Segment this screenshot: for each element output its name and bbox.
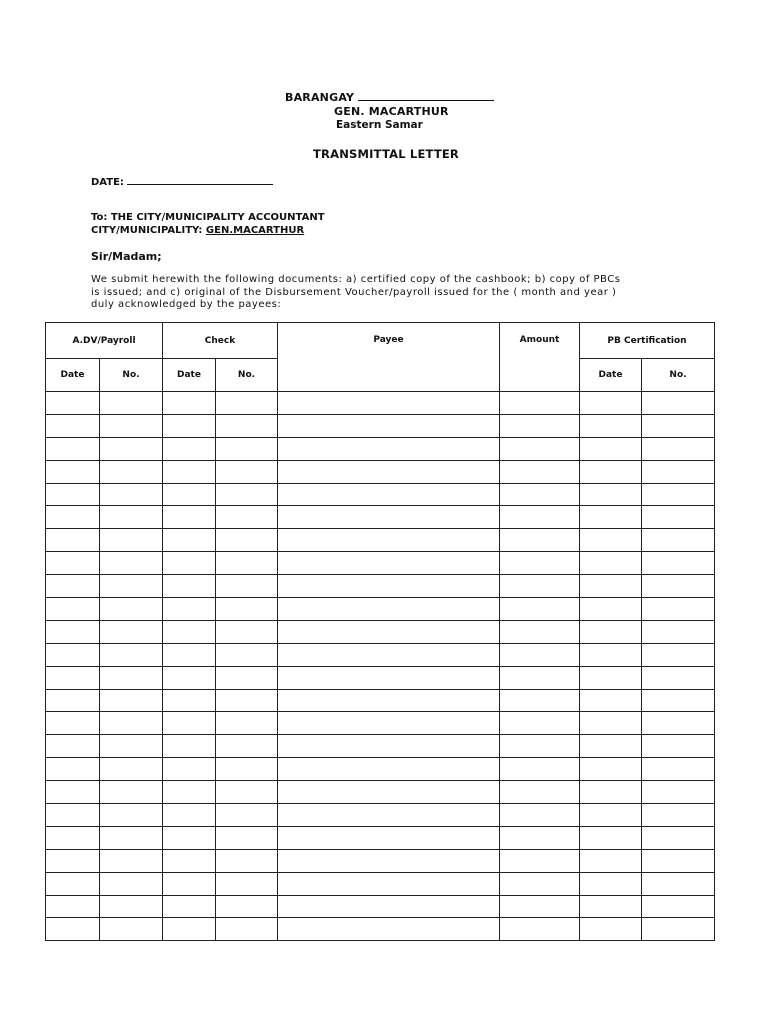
- table-cell: [642, 392, 715, 415]
- table-cell: [642, 872, 715, 895]
- table-cell: [278, 689, 500, 712]
- table-row: [46, 483, 715, 506]
- city-line: [91, 225, 304, 236]
- table-row: [46, 643, 715, 666]
- province-name: Eastern Samar: [336, 119, 423, 131]
- table-cell: [46, 643, 100, 666]
- table-cell: [580, 552, 642, 575]
- table-cell: [500, 895, 580, 918]
- table-cell: [642, 826, 715, 849]
- table-row: [46, 529, 715, 552]
- table-cell: [100, 781, 163, 804]
- date-line: [91, 175, 273, 188]
- table-cell: [580, 437, 642, 460]
- table-cell: [163, 483, 216, 506]
- col-adv-date: Date: [46, 359, 100, 392]
- table-cell: [278, 575, 500, 598]
- table-cell: [163, 552, 216, 575]
- table-cell: [100, 735, 163, 758]
- table-cell: [500, 712, 580, 735]
- table-cell: [163, 437, 216, 460]
- table-row: [46, 437, 715, 460]
- table-cell: [642, 414, 715, 437]
- table-cell: [216, 666, 278, 689]
- table-cell: [100, 666, 163, 689]
- table-row: [46, 804, 715, 827]
- table-cell: [500, 758, 580, 781]
- table-cell: [580, 712, 642, 735]
- table-cell: [642, 689, 715, 712]
- table-cell: [100, 575, 163, 598]
- table-row: [46, 506, 715, 529]
- table-cell: [163, 529, 216, 552]
- table-cell: [278, 735, 500, 758]
- table-row: [46, 598, 715, 621]
- table-cell: [278, 781, 500, 804]
- col-group-adv-payroll: A.DV/Payroll: [46, 323, 163, 359]
- table-cell: [500, 392, 580, 415]
- table-cell: [278, 712, 500, 735]
- table-row: [46, 735, 715, 758]
- table-cell: [500, 598, 580, 621]
- table-cell: [100, 460, 163, 483]
- table-row: [46, 620, 715, 643]
- table-cell: [46, 872, 100, 895]
- table-cell: [500, 872, 580, 895]
- documents-table: [45, 322, 715, 941]
- table-cell: [580, 781, 642, 804]
- table-cell: [278, 804, 500, 827]
- table-cell: [278, 460, 500, 483]
- table-cell: [500, 460, 580, 483]
- table-cell: [642, 781, 715, 804]
- table-cell: [163, 781, 216, 804]
- table-cell: [580, 414, 642, 437]
- table-row: [46, 552, 715, 575]
- table-row: [46, 666, 715, 689]
- table-cell: [100, 689, 163, 712]
- table-cell: [100, 849, 163, 872]
- col-group-check: Check: [163, 323, 278, 359]
- table-cell: [642, 918, 715, 941]
- table-cell: [163, 918, 216, 941]
- col-pb-date: Date: [580, 359, 642, 392]
- table-cell: [163, 826, 216, 849]
- table-cell: [100, 392, 163, 415]
- table-cell: [46, 529, 100, 552]
- col-check-date: Date: [163, 359, 216, 392]
- table-cell: [163, 460, 216, 483]
- table-cell: [100, 758, 163, 781]
- table-cell: [46, 437, 100, 460]
- table-cell: [46, 849, 100, 872]
- table-cell: [46, 575, 100, 598]
- table-row: [46, 849, 715, 872]
- table-cell: [100, 826, 163, 849]
- table-cell: [100, 414, 163, 437]
- table-row: [46, 918, 715, 941]
- table-cell: [642, 666, 715, 689]
- table-row: [46, 460, 715, 483]
- table-cell: [580, 849, 642, 872]
- table-cell: [500, 620, 580, 643]
- table-cell: [500, 506, 580, 529]
- table-cell: [642, 437, 715, 460]
- table-cell: [163, 506, 216, 529]
- table-cell: [163, 643, 216, 666]
- table-cell: [642, 804, 715, 827]
- table-cell: [216, 483, 278, 506]
- table-cell: [500, 849, 580, 872]
- table-cell: [100, 872, 163, 895]
- table-cell: [46, 506, 100, 529]
- table-cell: [278, 552, 500, 575]
- city-label: CITY/MUNICIPALITY:: [91, 225, 203, 236]
- table-cell: [278, 392, 500, 415]
- barangay-blank: [358, 91, 494, 101]
- table-cell: [642, 575, 715, 598]
- table-cell: [500, 552, 580, 575]
- page-title: TRANSMITTAL LETTER: [313, 147, 459, 161]
- table-cell: [216, 735, 278, 758]
- barangay-label: BARANGAY: [285, 91, 355, 104]
- table-cell: [500, 529, 580, 552]
- table-cell: [642, 620, 715, 643]
- table-cell: [500, 735, 580, 758]
- table-cell: [216, 414, 278, 437]
- table-cell: [46, 826, 100, 849]
- table-cell: [100, 506, 163, 529]
- table-cell: [100, 712, 163, 735]
- table-cell: [642, 598, 715, 621]
- table-cell: [580, 506, 642, 529]
- table-cell: [163, 414, 216, 437]
- table-cell: [46, 392, 100, 415]
- table-cell: [46, 460, 100, 483]
- table-cell: [46, 689, 100, 712]
- table-cell: [46, 758, 100, 781]
- table-cell: [216, 781, 278, 804]
- table-cell: [163, 735, 216, 758]
- to-line: To: THE CITY/MUNICIPALITY ACCOUNTANT: [91, 212, 325, 223]
- table-cell: [46, 552, 100, 575]
- table-group-header-row: [46, 323, 715, 359]
- table-cell: [580, 666, 642, 689]
- table-cell: [216, 643, 278, 666]
- table-cell: [500, 414, 580, 437]
- table-cell: [500, 918, 580, 941]
- table-cell: [580, 460, 642, 483]
- table-cell: [642, 643, 715, 666]
- table-cell: [278, 529, 500, 552]
- table-cell: [642, 460, 715, 483]
- table-cell: [216, 849, 278, 872]
- table-cell: [580, 689, 642, 712]
- date-blank: [127, 175, 273, 185]
- table-cell: [163, 689, 216, 712]
- body-line-3: duly acknowledged by the payees:: [91, 299, 282, 310]
- table-cell: [100, 598, 163, 621]
- table-cell: [216, 437, 278, 460]
- table-cell: [46, 414, 100, 437]
- table-row: [46, 872, 715, 895]
- table-cell: [100, 483, 163, 506]
- table-cell: [278, 643, 500, 666]
- table-cell: [100, 918, 163, 941]
- table-cell: [278, 598, 500, 621]
- col-pb-no: No.: [642, 359, 715, 392]
- table-cell: [278, 826, 500, 849]
- table-cell: [163, 392, 216, 415]
- col-group-pb-certification: PB Certification: [580, 323, 715, 359]
- table-row: [46, 575, 715, 598]
- table-cell: [100, 804, 163, 827]
- col-amount: Amount: [500, 323, 580, 392]
- table-cell: [500, 643, 580, 666]
- table-cell: [580, 918, 642, 941]
- table-cell: [216, 804, 278, 827]
- table-cell: [278, 483, 500, 506]
- table-cell: [216, 392, 278, 415]
- table-cell: [163, 758, 216, 781]
- table-cell: [580, 483, 642, 506]
- table-cell: [216, 575, 278, 598]
- table-cell: [500, 826, 580, 849]
- table-cell: [46, 781, 100, 804]
- table-cell: [216, 758, 278, 781]
- table-cell: [216, 872, 278, 895]
- table-cell: [278, 872, 500, 895]
- table-cell: [278, 758, 500, 781]
- table-cell: [278, 620, 500, 643]
- table-cell: [500, 666, 580, 689]
- col-check-no: No.: [216, 359, 278, 392]
- table-cell: [46, 712, 100, 735]
- table-cell: [100, 529, 163, 552]
- table-row: [46, 414, 715, 437]
- table-cell: [216, 529, 278, 552]
- table-cell: [100, 620, 163, 643]
- table-cell: [216, 598, 278, 621]
- table-cell: [642, 529, 715, 552]
- table-cell: [580, 643, 642, 666]
- table-cell: [163, 895, 216, 918]
- table-cell: [46, 895, 100, 918]
- table-cell: [500, 689, 580, 712]
- salutation: Sir/Madam;: [91, 250, 162, 263]
- table-cell: [163, 620, 216, 643]
- table-cell: [100, 643, 163, 666]
- table-cell: [46, 735, 100, 758]
- table-cell: [642, 895, 715, 918]
- table-row: [46, 758, 715, 781]
- table-cell: [163, 598, 216, 621]
- table-cell: [580, 895, 642, 918]
- body-line-2: is issued; and c) original of the Disbursement Voucher/payroll issued for the ( month and year ): [91, 286, 617, 298]
- table-cell: [580, 735, 642, 758]
- table-cell: [163, 804, 216, 827]
- table-cell: [216, 460, 278, 483]
- table-cell: [580, 826, 642, 849]
- table-cell: [46, 918, 100, 941]
- table-cell: [642, 849, 715, 872]
- table-row: [46, 392, 715, 415]
- barangay-line: [285, 91, 494, 104]
- table-cell: [500, 437, 580, 460]
- table-cell: [216, 552, 278, 575]
- table-cell: [580, 529, 642, 552]
- table-cell: [163, 666, 216, 689]
- table-cell: [216, 895, 278, 918]
- table-cell: [163, 575, 216, 598]
- body-paragraph: [91, 274, 691, 312]
- table-cell: [46, 620, 100, 643]
- table-cell: [580, 758, 642, 781]
- table-cell: [163, 849, 216, 872]
- table-row: [46, 689, 715, 712]
- table-row: [46, 781, 715, 804]
- table-cell: [100, 552, 163, 575]
- table-row: [46, 826, 715, 849]
- table-cell: [278, 895, 500, 918]
- table-cell: [216, 918, 278, 941]
- table-cell: [580, 392, 642, 415]
- body-line-1: We submit herewith the following documents: a) certified copy of the cashbook; b) copy of PBCs: [91, 274, 621, 285]
- table-cell: [100, 895, 163, 918]
- col-payee: Payee: [278, 323, 500, 392]
- table-cell: [278, 849, 500, 872]
- municipality-name: GEN. MACARTHUR: [334, 105, 449, 118]
- table-cell: [46, 483, 100, 506]
- table-cell: [278, 506, 500, 529]
- table-cell: [278, 918, 500, 941]
- table-cell: [46, 598, 100, 621]
- table-cell: [100, 437, 163, 460]
- table-cell: [642, 483, 715, 506]
- table-cell: [278, 666, 500, 689]
- table-cell: [642, 758, 715, 781]
- table-cell: [500, 483, 580, 506]
- table-cell: [642, 552, 715, 575]
- table-row: [46, 712, 715, 735]
- table-cell: [46, 804, 100, 827]
- table-cell: [642, 735, 715, 758]
- table-cell: [500, 575, 580, 598]
- table-cell: [216, 506, 278, 529]
- table-cell: [216, 826, 278, 849]
- table-cell: [163, 712, 216, 735]
- table-cell: [216, 712, 278, 735]
- table-cell: [580, 872, 642, 895]
- date-label: DATE:: [91, 177, 124, 188]
- table-cell: [580, 804, 642, 827]
- table-cell: [642, 506, 715, 529]
- table-cell: [46, 666, 100, 689]
- table-cell: [500, 781, 580, 804]
- table-cell: [278, 437, 500, 460]
- table-row: [46, 895, 715, 918]
- table-cell: [580, 598, 642, 621]
- table-cell: [278, 414, 500, 437]
- city-value: GEN.MACARTHUR: [205, 225, 305, 236]
- col-adv-no: No.: [100, 359, 163, 392]
- table-cell: [642, 712, 715, 735]
- table-cell: [500, 804, 580, 827]
- table-cell: [216, 689, 278, 712]
- table-cell: [163, 872, 216, 895]
- table-cell: [580, 620, 642, 643]
- table-cell: [580, 575, 642, 598]
- table-cell: [216, 620, 278, 643]
